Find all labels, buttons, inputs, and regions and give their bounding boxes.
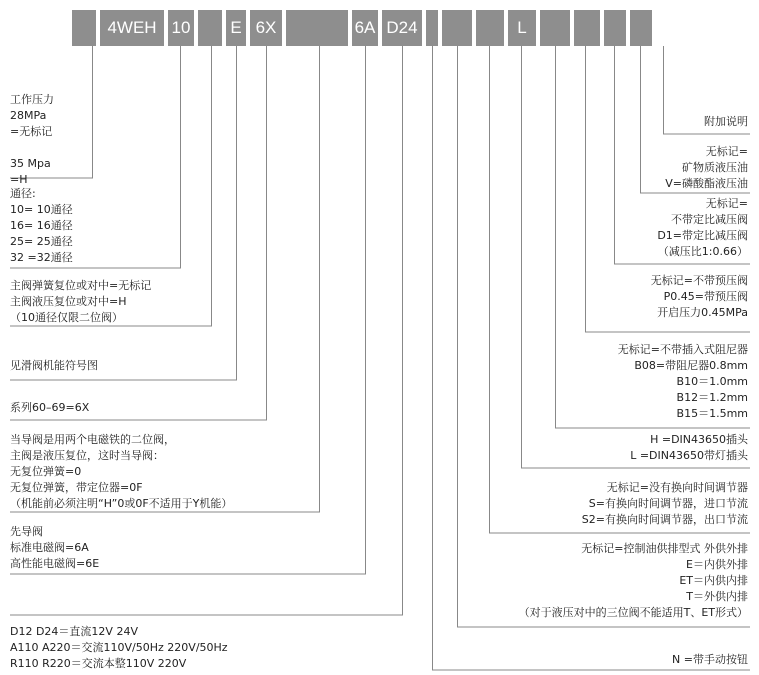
code-box-blank-2: [198, 10, 222, 46]
note-timing: [582, 480, 748, 528]
note-line: B15＝1.5mm: [676, 407, 748, 420]
note-line: 32 =32通径: [10, 251, 73, 264]
code-box-d24: D24: [382, 10, 422, 46]
note-line: A110 A220＝交流110V/50Hz 220V/50Hz: [10, 641, 228, 654]
note-line: S=有换向时间调节器，进口节流: [588, 497, 748, 510]
note-line: （机能前必须注明“H”0或0F不适用于Y机能）: [10, 497, 233, 510]
leader-oil-supply: [458, 46, 751, 627]
note-voltage: [10, 624, 228, 672]
note-line: P0.45=带预压阀: [663, 290, 748, 303]
note-line: 标准电磁阀=6A: [10, 541, 89, 554]
note-oil-supply: [519, 541, 748, 621]
code-box-blank-5: [442, 10, 472, 46]
note-line: 矿物质液压油: [682, 161, 748, 174]
note-line: [10, 140, 54, 156]
code-box-e: E: [226, 10, 246, 46]
note-line: 主阀是液压复位，这时当导阀：: [10, 449, 164, 462]
note-series: [10, 400, 89, 416]
note-line: S2=有换向时间调节器，出口节流: [581, 513, 748, 526]
note-line: 高性能电磁阀=6E: [10, 557, 100, 570]
note-line: 无标记=: [705, 145, 748, 158]
note-line: 10= 10通径: [10, 203, 73, 216]
note-connector: [630, 432, 748, 464]
note-line: B12＝1.2mm: [676, 391, 748, 404]
note-centering: [10, 278, 151, 326]
code-box-6x: 6X: [250, 10, 282, 46]
code-box-blank-7: [540, 10, 570, 46]
note-line: 16= 16通径: [10, 219, 73, 232]
note-line: D12 D24＝直流12V 24V: [10, 625, 138, 638]
note-line: 无复位弹簧=0: [10, 465, 82, 478]
code-box-size: 10: [168, 10, 194, 46]
note-line: 先导阀: [10, 525, 43, 538]
note-line: 通径:: [10, 187, 36, 200]
note-line: （对于液压对中的三位阀不能适用T、ET形式）: [518, 606, 748, 619]
code-box-l: L: [508, 10, 536, 46]
note-line: 25= 25通径: [10, 235, 73, 248]
code-box-4weh: 4WEH: [100, 10, 164, 46]
note-line: 无标记=控制油供排型式 外供外排: [581, 542, 748, 555]
note-line: 当导阀是用两个电磁铁的二位阀，: [10, 433, 175, 446]
note-line: D1=带定比减压阀: [657, 229, 748, 242]
note-line: （10通径仅限二位阀）: [10, 311, 123, 324]
note-line: V=磷酸酯液压油: [665, 177, 748, 190]
code-box-blank-6: [476, 10, 504, 46]
note-additional: [704, 114, 748, 130]
code-box-6a: 6A: [352, 10, 378, 46]
note-line: 无复位弹簧，带定位器=0F: [10, 481, 143, 494]
note-preload: [651, 273, 748, 321]
note-line: 35 Mpa: [10, 157, 51, 170]
note-pilot-two-position: [10, 432, 232, 512]
note-line: R110 R220＝交流本整110V 220V: [10, 657, 187, 670]
note-line: 主阀弹簧复位或对中=无标记: [10, 279, 152, 292]
note-line: L =DIN43650带灯插头: [630, 449, 748, 462]
note-pressure: [10, 92, 54, 188]
note-fluid: [665, 144, 748, 192]
note-line: 系列60–69=6X: [10, 401, 90, 414]
code-box-blank-1: [72, 10, 96, 46]
note-line: 附加说明: [704, 115, 748, 128]
note-line: 不带定比减压阀: [671, 213, 748, 226]
note-line: 无标记=不带预压阀: [650, 274, 748, 287]
note-line: =H: [10, 173, 28, 186]
note-line: E＝内供外排: [686, 558, 748, 571]
code-box-blank-10: [630, 10, 652, 46]
note-line: B08=带阻尼器0.8mm: [634, 359, 748, 372]
note-line: （减压比1:0.66）: [657, 245, 748, 258]
note-line: N =带手动按钮: [672, 653, 748, 666]
note-line: T＝外供内排: [686, 590, 748, 603]
note-reducing: [657, 196, 748, 260]
note-line: 开启压力0.45MPa: [657, 306, 748, 319]
note-line: 工作压力: [10, 93, 54, 106]
note-manual: [672, 652, 748, 668]
note-size: [10, 186, 73, 266]
note-symbol: [10, 358, 98, 374]
code-box-blank-9: [604, 10, 626, 46]
code-box-blank-3: [286, 10, 348, 46]
note-pilot-valve: [10, 524, 99, 572]
note-line: 28MPa: [10, 109, 47, 122]
note-line: 无标记=不带插入式阻尼器: [617, 343, 748, 356]
code-box-blank-8: [574, 10, 600, 46]
note-line: H =DIN43650插头: [650, 433, 748, 446]
note-line: B10＝1.0mm: [676, 375, 748, 388]
note-line: 无标记=没有换向时间调节器: [606, 481, 748, 494]
note-line: 无标记=: [705, 197, 748, 210]
note-orifice: [618, 342, 748, 422]
note-line: 见滑阀机能符号图: [10, 359, 98, 372]
note-line: ET＝内供内排: [679, 574, 748, 587]
code-box-blank-4: [426, 10, 438, 46]
note-line: =无标记: [10, 125, 53, 138]
note-line: 主阀液压复位或对中=H: [10, 295, 127, 308]
